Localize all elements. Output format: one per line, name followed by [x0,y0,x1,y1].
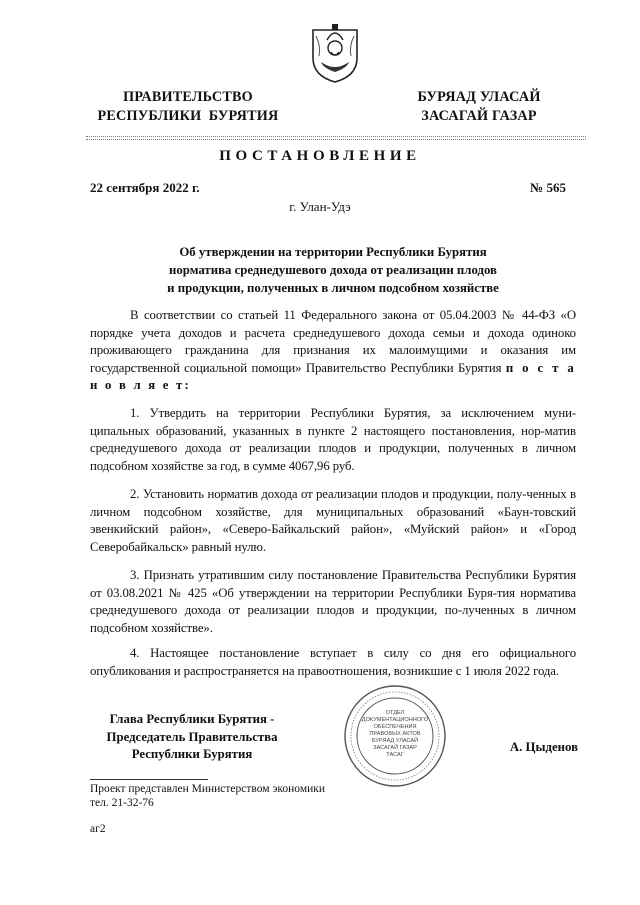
signatory-position [92,711,292,764]
header-left [88,88,288,126]
header-left-line2: РЕСПУБЛИКИ БУРЯТИЯ [97,108,279,124]
subject-line: и продукции, полученных в личном подсобном хозяйстве [167,281,499,296]
seal-text: ЗАСАГАЙ ГАЗАР [373,745,417,751]
footer-code: аг2 [90,823,106,835]
seal-text: ТАСАГ [386,752,404,758]
decree-word: п о с т а н о в л я е т: [90,360,577,393]
header-right-line2: ЗАСАГАЙ ГАЗАР [421,108,537,124]
item-paragraph-1: 1. Утвердить на территории Республики Бурятия, за исключением муни-ципальных образований, указанных в пункте 2 настоящего постановления, нор-матив среднедушевого дохода от реализации плодов и продукции, полученных в личном подсобном хозяйстве за год, в сумме 4067,96 руб. [90,406,576,473]
signatory-position-line: Глава Республики Бурятия - [109,712,275,726]
seal-text: БУРЯАД УЛАСАЙ [371,738,419,744]
signatory-position-line: Республики Бурятия [131,747,253,762]
header-right [384,88,574,126]
official-seal-stamp [343,684,447,788]
seal-text: ОТДЕЛ [385,710,405,716]
item-paragraph-3: 3. Признать утратившим силу постановление Правительства Республики Бурятия от 03.08.2021 № 425 «Об утверждении на территории Республики Буря-тия норматива среднедушевого дохода от реализации плодов и продукции, по-лученных в личном подсобном хозяйстве». [90,568,576,635]
document-date: 22 сентября 2022 г. [90,180,200,195]
subject-line: Об утверждении на территории Республики Бурятия [179,245,487,259]
seal-text: ПРАВОВЫХ АКТОВ [369,731,421,737]
header-left-line1: ПРАВИТЕЛЬСТВО [123,89,253,105]
footer-rule [90,779,208,780]
header-right-line1: БУРЯАД УЛАСАЙ [417,89,541,105]
preamble-text: В соответствии со статьей 11 Федерального закона от 05.04.2003 № 44-ФЗ «О порядке учета доходов и расчета среднедушевого дохода семьи и дохода одиноко проживающего гражданина для признания их малоимущими и оказания им государственной социальной помощи» Правительство Республики Бурятия [90,308,576,375]
preamble-paragraph [90,307,576,395]
item-paragraph-4: 4. Настоящее постановление вступает в силу со дня его официального опубликования и распространяется на правоотношения, возникшие с 1 июля 2022 года. [90,646,576,678]
signatory-position-line: Председатель Правительства [106,729,278,744]
footer-phone: тел. 21-32-76 [90,797,154,809]
subject-line: норматива среднедушевого дохода от реализации плодов [169,263,497,278]
document-type-title: ПОСТАНОВЛЕНИЕ [219,148,421,164]
header-separator-2 [86,139,586,140]
document-number: № 565 [530,180,566,195]
document-city: г. Улан-Удэ [289,199,351,214]
header-separator [86,136,586,137]
item-paragraph-2: 2. Установить норматив дохода от реализации плодов и продукции, полу-ченных в личном подсобном хозяйстве, для муниципальных образований «Баун-товский эвенкийский район», «Северо-Байкальский район», «Муйский район» и «Город Северобайкальск» равный нулю. [90,487,576,554]
footer-prepared-by: Проект представлен Министерством экономики [90,783,326,795]
seal-text: ОБЕСПЕЧЕНИЯ [373,724,417,730]
document-subject [90,243,576,298]
seal-text: ДОКУМЕНТАЦИОННОГО [361,717,429,723]
coat-of-arms-emblem [307,22,363,84]
signatory-name: А. Цыденов [509,740,578,754]
